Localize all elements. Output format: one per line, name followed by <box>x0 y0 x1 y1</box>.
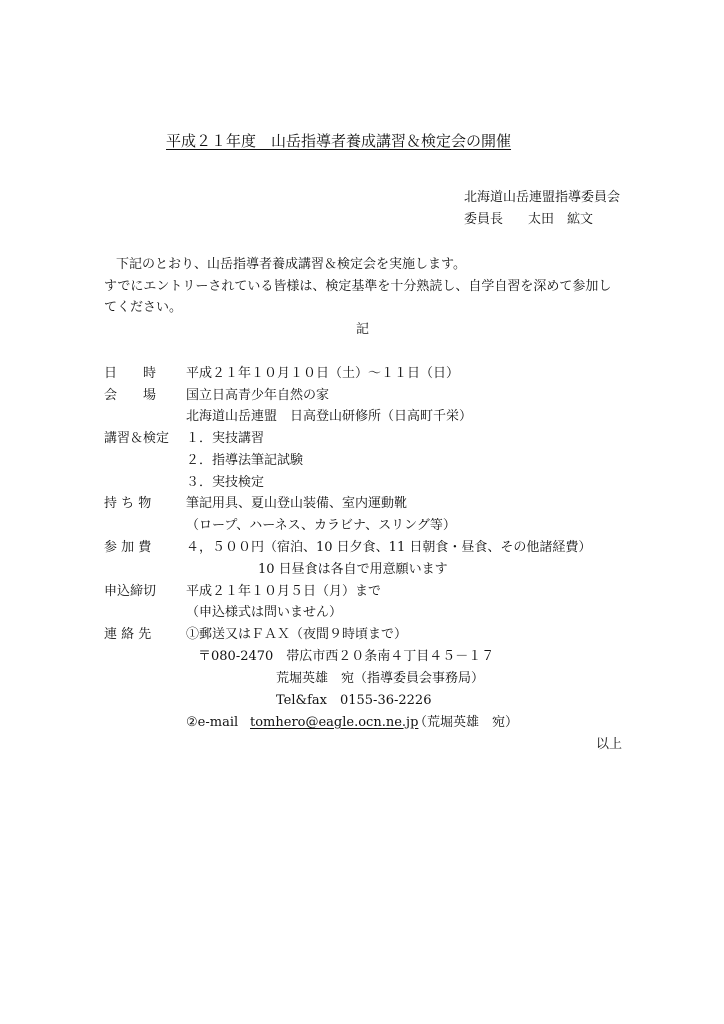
issuer-organization: 北海道山岳連盟指導委員会 <box>464 190 621 205</box>
deadline-line-1: 平成２１年１０月５日（月）まで <box>186 584 382 599</box>
course-item-3: ３．実技検定 <box>186 475 265 490</box>
venue-label: 会 場 <box>104 388 157 403</box>
course-item-2: ２．指導法筆記試験 <box>186 453 304 468</box>
belongings-line-2: （ロープ、ハーネス、カラビナ、スリング等） <box>186 518 456 533</box>
intro-line-1: 下記のとおり、山岳指導者養成講習＆検定会を実施します。 <box>116 257 466 272</box>
intro-line-2: すでにエントリーされている皆様は、検定基準を十分熟読し、自学自習を深めて参加し <box>104 279 612 294</box>
page-title: 平成２１年度 山岳指導者養成講習＆検定会の開催 <box>166 132 512 150</box>
belongings-label: 持 ち 物 <box>104 496 152 511</box>
contact-email-link[interactable]: tomhero@eagle.ocn.ne.jp <box>250 715 419 730</box>
deadline-label: 申込締切 <box>104 584 157 599</box>
venue-line-2: 北海道山岳連盟 日高登山研修所（日高町千栄） <box>186 409 473 424</box>
contact-email-prefix: ②e-mail <box>186 715 239 730</box>
closing-text: 以上 <box>596 737 623 752</box>
course-item-1: １．実技講習 <box>186 431 265 446</box>
contact-tel: Tel&fax 0155-36-2226 <box>276 693 432 708</box>
contact-postal: 〒080-2470 帯広市西２０条南４丁目４５－１７ <box>198 649 495 664</box>
fee-line-2: 10 日昼食は各自で用意願います <box>258 562 448 577</box>
intro-line-3: てください。 <box>104 300 183 315</box>
fee-label: 参 加 費 <box>104 540 152 555</box>
fee-line-1: ４，５００円（宿泊、10 日夕食、11 日朝食・昼食、その他諸経費） <box>186 540 592 555</box>
date-value: 平成２１年１０月１０日（土）～１１日（日） <box>186 366 460 381</box>
venue-line-1: 国立日高青少年自然の家 <box>186 388 330 403</box>
deadline-line-2: （申込様式は問いません） <box>186 605 343 620</box>
issuer-role: 委員長 <box>464 212 504 227</box>
contact-label: 連 絡 先 <box>104 627 152 642</box>
course-label: 講習＆検定 <box>104 431 170 446</box>
belongings-line-1: 筆記用具、夏山登山装備、室内運動靴 <box>186 496 408 511</box>
contact-addressee: 荒堀英雄 宛（指導委員会事務局） <box>276 671 485 686</box>
issuer-name: 太田 絋文 <box>528 212 594 227</box>
contact-line-1: ①郵送又はＦＡＸ（夜間９時頃まで） <box>186 627 408 642</box>
date-label: 日 時 <box>104 366 157 381</box>
ki-heading: 記 <box>356 322 370 337</box>
contact-email-suffix: （荒堀英雄 宛） <box>414 715 519 730</box>
